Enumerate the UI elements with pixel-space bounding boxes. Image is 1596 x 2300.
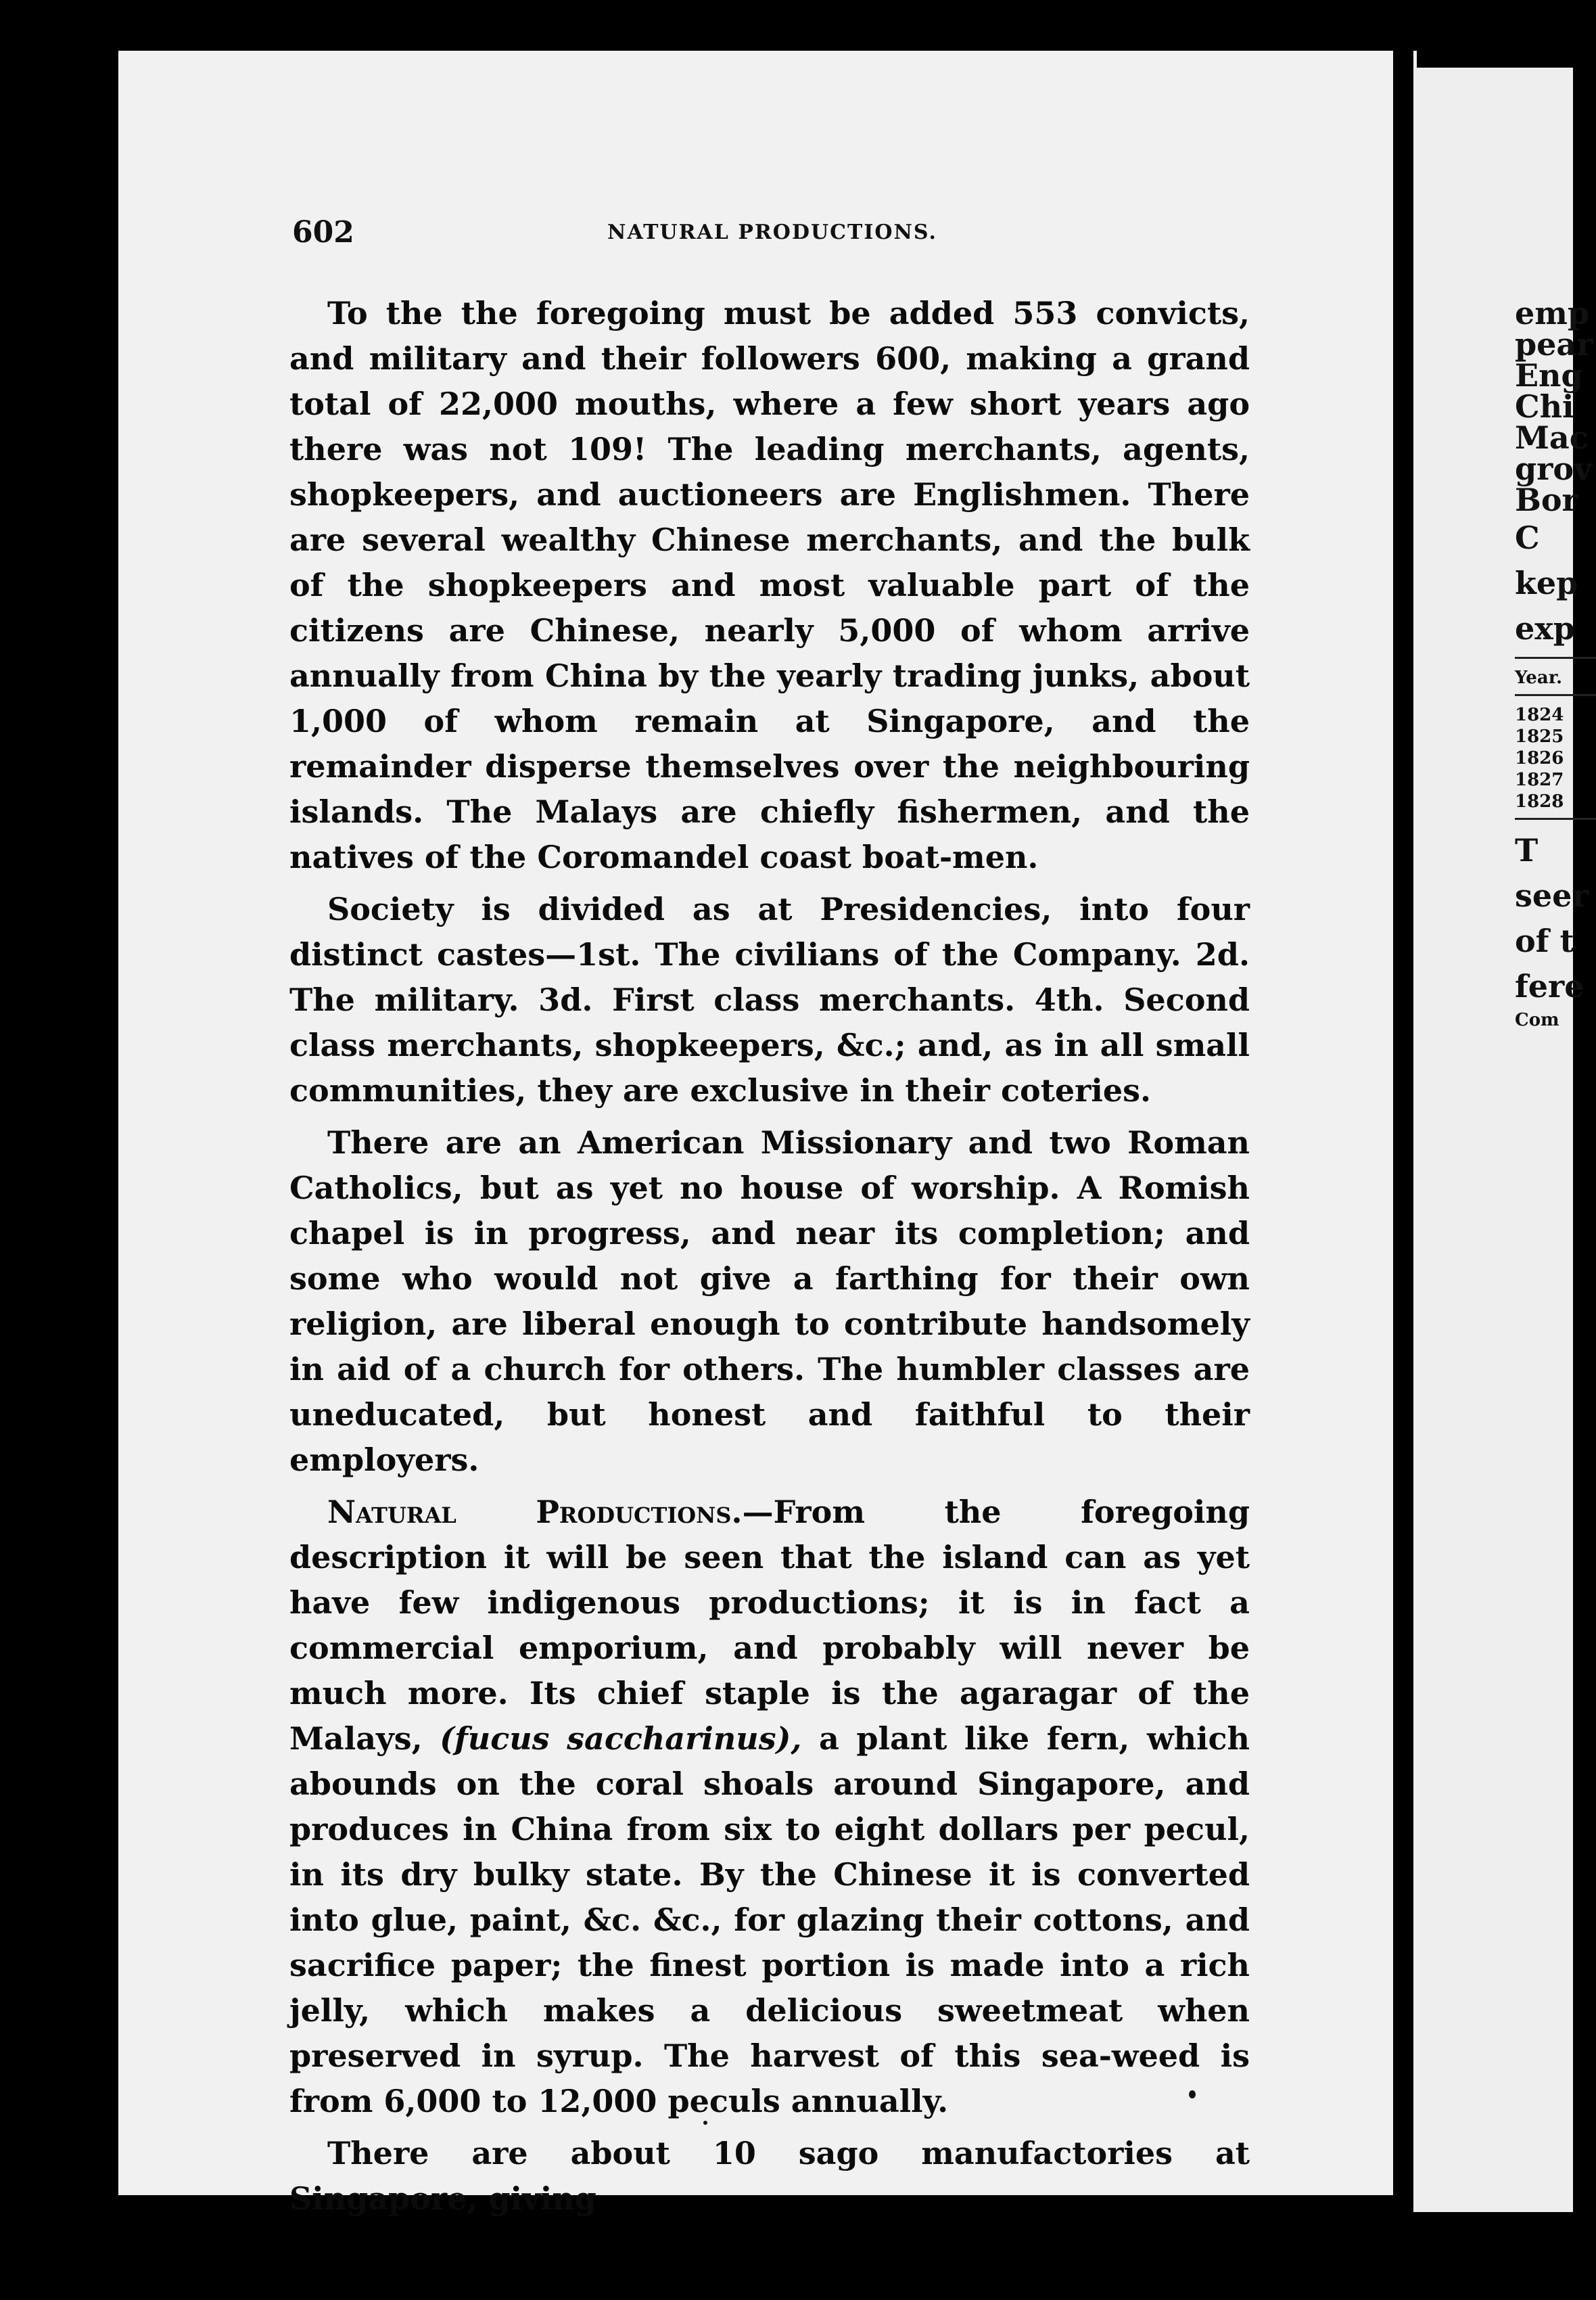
table-rule bbox=[1515, 657, 1596, 659]
year-cell: 1825 bbox=[1515, 727, 1564, 747]
paragraph: Society is divided as at Presidencies, into four distinct castes—1st. The civilians of the Company. 2d. The military. 3d. First class merchants. 4th. Second class merchants, shopkeepers, &c.; and, as in all small communities, they are exclusive in their coteries. bbox=[289, 891, 1250, 1109]
right-fragment: emp bbox=[1515, 295, 1590, 331]
section-heading: Natural Productions. bbox=[327, 1494, 743, 1530]
right-fragment: Com bbox=[1515, 1010, 1559, 1030]
right-fragment: grov bbox=[1515, 451, 1592, 487]
right-fragment: pear bbox=[1515, 326, 1593, 363]
table-rule bbox=[1515, 694, 1596, 696]
right-fragment: Chi bbox=[1515, 388, 1574, 425]
right-fragment: T bbox=[1515, 832, 1539, 869]
page-header bbox=[292, 215, 1252, 256]
year-cell: 1826 bbox=[1515, 748, 1564, 768]
year-cell: 1828 bbox=[1515, 791, 1564, 812]
right-fragment: C bbox=[1515, 520, 1540, 556]
right-fragment: fere bbox=[1515, 968, 1585, 1005]
paragraph-text: —From the foregoing description it will be seen that the island can as yet have few indigenous productions; it is in fact a commercial emporium, and probably will never be much more. Its chief staple is the agaragar of the Malays, bbox=[289, 1494, 1250, 1757]
right-fragment: of t bbox=[1515, 923, 1574, 959]
right-fragment: kep bbox=[1515, 565, 1578, 601]
page-number: 602 bbox=[292, 215, 354, 250]
right-page-fragments bbox=[1515, 295, 1596, 1031]
book-page-right bbox=[1413, 68, 1593, 2212]
right-fragment: Mac bbox=[1515, 419, 1589, 456]
table-rule bbox=[1515, 818, 1596, 820]
paragraph-continues: There are about 10 sago manufactories at Singapore, giving bbox=[289, 2135, 1250, 2217]
right-fragment: Bor bbox=[1515, 482, 1578, 518]
body-text bbox=[289, 291, 1250, 2228]
year-header: Year. bbox=[1515, 668, 1563, 688]
latin-name: (fucus saccharinus), bbox=[440, 1720, 802, 1757]
paragraph: To the the foregoing must be added 553 convicts, and military and their followers 600, making a grand total of 22,000 mouths, where a few short years ago there was not 109! The leading merchants, agents, shopkeepers, and auctioneers are Englishmen. There are several wealthy Chinese merchants, and the bulk of the shopkeepers and most valuable part of the citizens are Chinese, nearly 5,000 of whom arrive annually from China by the yearly trading junks, about 1,000 of whom remain at Singapore, and the remainder disperse themselves over the neighbouring islands. The Malays are chiefly fishermen, and the natives of the Coromandel coast boat-men. bbox=[289, 295, 1250, 875]
ink-spot bbox=[703, 2121, 707, 2125]
paragraph-natural-productions bbox=[289, 1490, 1250, 2124]
right-fragment: seer bbox=[1515, 877, 1589, 914]
running-head: NATURAL PRODUCTIONS. bbox=[607, 221, 937, 244]
paragraph: There are an American Missionary and two Roman Catholics, but as yet no house of worship. A Romish chapel is in progress, and near its completion; and some who would not give a farthing for their own religion, are liberal enough to contribute handsomely in aid of a church for others. The humbler classes are uneducated, but honest and faithful to their employers. bbox=[289, 1124, 1250, 1478]
ink-spot bbox=[1189, 2090, 1196, 2098]
year-cell: 1824 bbox=[1515, 705, 1564, 725]
right-fragment: Eng bbox=[1515, 357, 1583, 394]
paragraph-text: a plant like fern, which abounds on the coral shoals around Singapore, and produces in China from six to eight dollars per pecul, in its dry bulky state. By the Chinese it is converted into glue, paint, &c. &c., for glazing their cottons, and sacrifice paper; the finest portion is made into a rich jelly, which makes a delicious sweetmeat when preserved in syrup. The harvest of this sea-weed is from 6,000 to 12,000 peculs annually. bbox=[289, 1720, 1250, 2119]
year-cell: 1827 bbox=[1515, 770, 1564, 790]
right-fragment: exp bbox=[1515, 610, 1575, 647]
page-gutter bbox=[1393, 41, 1413, 2273]
